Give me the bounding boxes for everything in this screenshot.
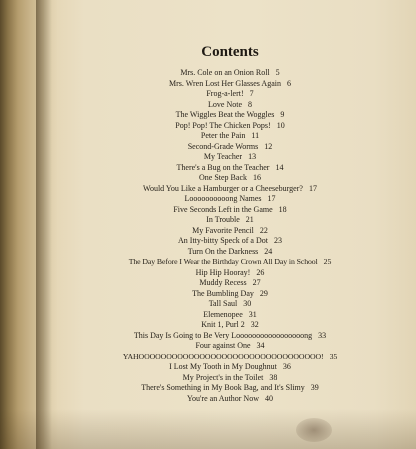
toc-entry	[120, 173, 340, 184]
toc-entry-title: There's Something in My Book Bag, and It's Slimy	[141, 383, 305, 392]
toc-entry-title: I Lost My Tooth in My Doughnut	[169, 362, 277, 371]
toc-entry	[120, 268, 340, 279]
toc-entry-title: Second-Grade Worms	[187, 141, 259, 151]
toc-entry-title: Tall Saul	[208, 299, 238, 308]
toc-entry-page: 7	[249, 89, 254, 98]
toc-entry	[120, 341, 340, 352]
toc-entry-title: My Project's in the Toilet	[182, 372, 264, 382]
toc-entry-page: 10	[276, 120, 285, 130]
toc-entry-page: 16	[253, 173, 261, 182]
toc-entry	[120, 320, 340, 331]
page-shadow	[0, 409, 416, 449]
toc-entry	[120, 100, 340, 111]
toc-entry	[120, 184, 340, 195]
contents-heading: Contents	[201, 44, 259, 60]
toc-entry-title: Would You Like a Hamburger or a Cheeseburger?	[143, 183, 303, 193]
toc-entry-page: 13	[248, 152, 257, 161]
spine-shadow	[36, 0, 52, 449]
toc-entry-title: One Step Back	[199, 173, 247, 182]
toc-entry	[120, 79, 340, 90]
toc-entry-page: 32	[250, 320, 259, 329]
toc-entry-page: 33	[318, 330, 327, 340]
toc-entry-title: This Day Is Going to Be Very Looooooooooooooooong	[133, 330, 313, 340]
toc-entry-page: 39	[310, 383, 319, 392]
toc-entry-page: 30	[243, 299, 252, 308]
toc-entry-page: 22	[259, 225, 268, 235]
toc-entry-page: 23	[273, 236, 282, 245]
toc-entry-title: Elemenopee	[203, 309, 243, 319]
toc-entry-title: Mrs. Cole on an Onion Roll	[180, 68, 270, 77]
toc-entry	[120, 89, 340, 100]
toc-entry-title: Knit 1, Purl 2	[201, 320, 245, 329]
toc-entry	[120, 257, 340, 268]
toc-entry-page: 12	[264, 141, 273, 151]
toc-entry-title: The Bumbling Day	[192, 288, 254, 298]
toc-entry	[120, 278, 340, 289]
toc-entry-page: 11	[251, 131, 260, 140]
toc-entry-title: Four against One	[195, 341, 251, 350]
toc-entry	[120, 299, 340, 310]
toc-entry	[120, 68, 340, 79]
toc-entry	[120, 362, 340, 373]
toc-entry-page: 35	[329, 351, 338, 361]
toc-entry	[120, 310, 340, 321]
toc-entry-title: Frog-a-lert!	[206, 89, 244, 98]
toc-entry-title: The Day Before I Wear the Birthday Crown All Day in School	[128, 257, 318, 266]
toc-entry-title: Peter the Pain	[200, 131, 246, 140]
toc-entry-title: Hip Hip Hooray!	[195, 267, 251, 277]
toc-entry	[120, 236, 340, 247]
toc-entry	[120, 205, 340, 216]
toc-entry-title: An Itty-bitty Speck of a Dot	[178, 236, 268, 245]
toc-entry	[120, 131, 340, 142]
toc-entry-title: YAHOOOOOOOOOOOOOOOOOOOOOOOOOOOOOOOOO!	[122, 351, 324, 361]
toc-entry	[120, 247, 340, 258]
toc-entry	[120, 289, 340, 300]
toc-entry-page: 36	[282, 362, 291, 371]
toc-entry-title: Pop! Pop! The Chicken Pops!	[175, 120, 271, 130]
toc-entry-page: 24	[264, 246, 273, 256]
toc-entry	[120, 121, 340, 132]
toc-entry	[120, 352, 340, 363]
toc-entry	[120, 215, 340, 226]
toc-entry	[120, 110, 340, 121]
toc-entry-page: 8	[248, 99, 252, 109]
toc-entry-title: Mrs. Wren Lost Her Glasses Again	[169, 78, 281, 88]
toc-entry-page: 31	[248, 309, 257, 319]
toc-entry-page: 17	[308, 183, 317, 193]
toc-entry-title: There's a Bug on the Teacher	[176, 162, 270, 172]
toc-entry-title: The Wiggles Beat the Woggles	[175, 110, 275, 119]
table-of-contents	[120, 68, 340, 404]
toc-entry-page: 29	[259, 288, 268, 298]
toc-entry-title: Turn On the Darkness	[187, 246, 259, 256]
toc-entry-page: 18	[278, 204, 287, 214]
toc-entry-title: My Teacher	[203, 152, 243, 161]
toc-entry-page: 21	[245, 215, 254, 224]
toc-entry-title: You're an Author Now	[187, 393, 259, 403]
toc-entry-title: Five Seconds Left in the Game	[173, 204, 273, 214]
toc-entry-page: 26	[256, 267, 265, 277]
toc-entry-page: 5	[275, 68, 280, 77]
toc-entry-title: Loooooooooong Names	[184, 194, 262, 203]
toc-entry	[120, 331, 340, 342]
toc-entry	[120, 142, 340, 153]
toc-entry-page: 27	[252, 278, 261, 287]
toc-entry-title: Love Note	[208, 99, 242, 109]
toc-entry-page: 9	[280, 110, 285, 119]
toc-entry-page: 17	[267, 194, 276, 203]
toc-entry-title: Muddy Recess	[199, 278, 247, 287]
toc-entry-page: 6	[286, 78, 291, 88]
toc-entry	[120, 226, 340, 237]
toc-entry-page: 34	[256, 341, 265, 350]
toc-entry-title: My Favorite Pencil	[192, 225, 254, 235]
toc-entry	[120, 194, 340, 205]
toc-entry	[120, 373, 340, 384]
toc-entry	[120, 383, 340, 394]
toc-entry	[120, 394, 340, 405]
toc-entry-page: 14	[275, 162, 284, 172]
toc-entry	[120, 163, 340, 174]
toc-entry-page: 40	[264, 393, 273, 403]
toc-entry-page: 25	[323, 257, 332, 266]
toc-entry	[120, 152, 340, 163]
toc-entry-title: In Trouble	[206, 215, 240, 224]
toc-entry-page: 38	[269, 372, 278, 382]
